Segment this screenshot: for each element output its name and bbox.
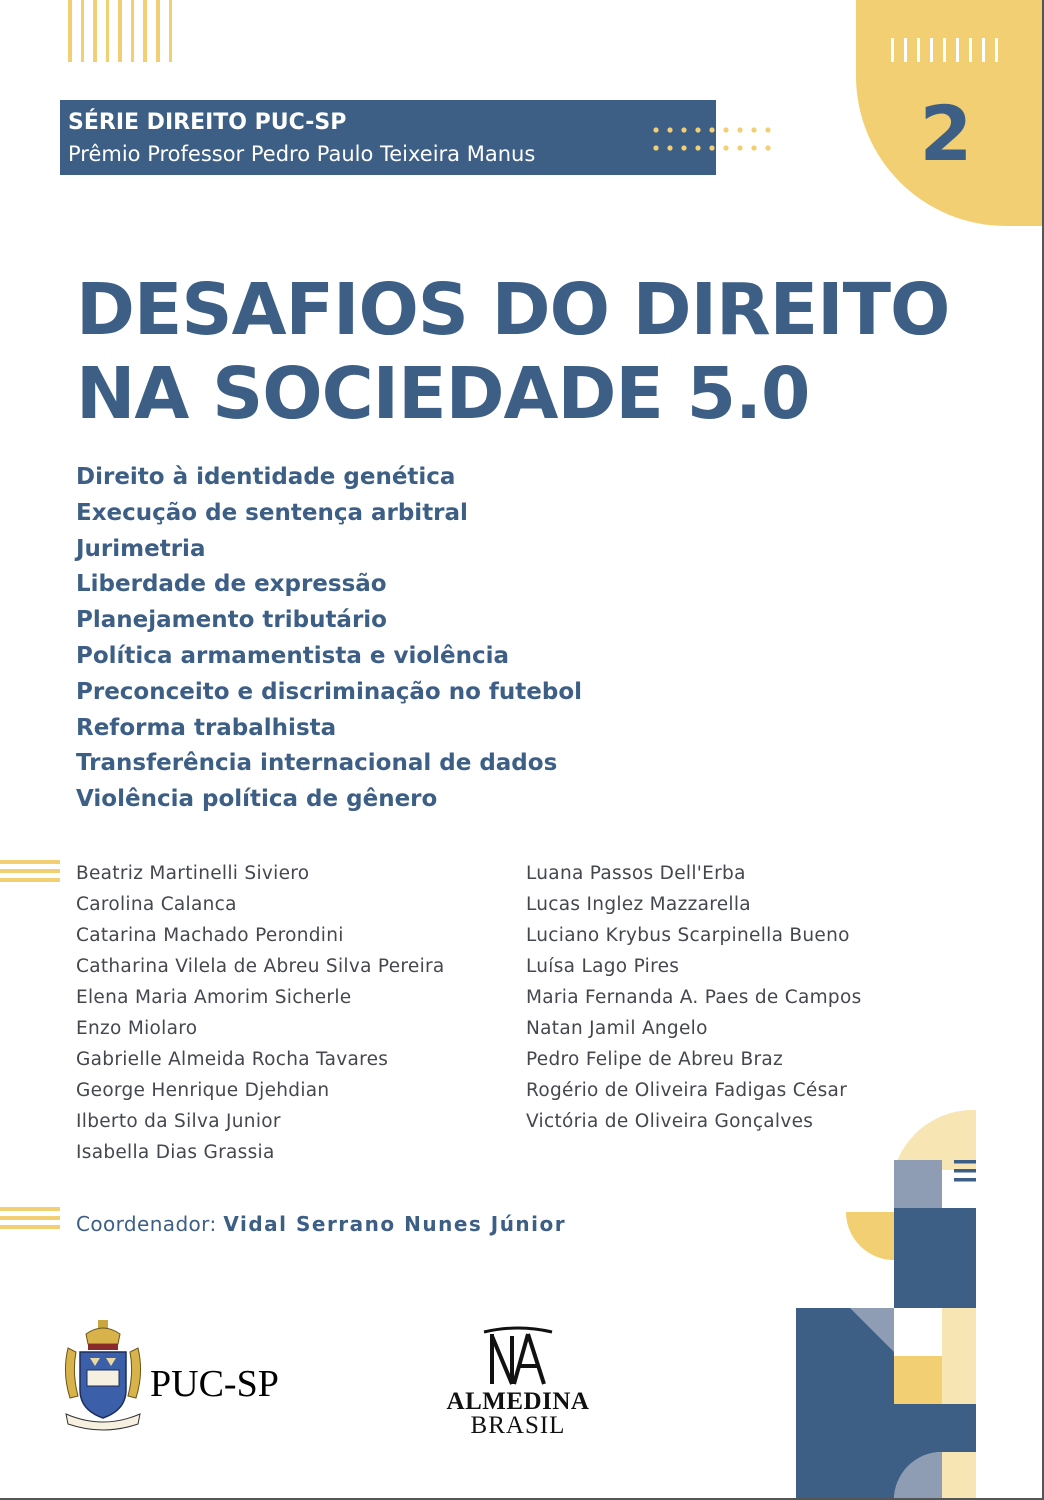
author-name: Beatriz Martinelli Siviero: [76, 863, 310, 884]
author-name: Victória de Oliveira Gonçalves: [526, 1111, 814, 1132]
author-name: Maria Fernanda A. Paes de Campos: [526, 987, 862, 1008]
title-line-2: NA SOCIEDADE 5.0: [76, 352, 810, 435]
author-name: Luísa Lago Pires: [526, 956, 680, 977]
topic-item: Direito à identidade genética: [76, 464, 456, 490]
topic-item: Liberdade de expressão: [76, 571, 387, 598]
author-name: Elena Maria Amorim Sicherle: [76, 987, 352, 1008]
topics-list: [76, 460, 776, 818]
author-name: Luciano Krybus Scarpinella Bueno: [526, 925, 850, 946]
series-award: Prêmio Professor Pedro Paulo Teixeira Manus: [68, 142, 536, 166]
puc-sp-wordmark: PUC-SP: [150, 1363, 279, 1405]
author-name: Catharina Vilela de Abreu Silva Pereira: [76, 956, 445, 977]
series-name: SÉRIE DIREITO PUC-SP: [68, 110, 347, 135]
title-line-1: DESAFIOS DO DIREITO: [76, 268, 950, 351]
author-name: Natan Jamil Angelo: [526, 1018, 708, 1039]
decorative-lines-coordinator: [0, 1207, 60, 1234]
almedina-logo: [440, 1326, 596, 1440]
decorative-vertical-stripes: [68, 0, 172, 62]
coordinator-line: [76, 1212, 566, 1236]
author-name: Lucas Inglez Mazzarella: [526, 894, 751, 915]
author-name: Carolina Calanca: [76, 894, 237, 915]
decorative-lines-authors: [0, 860, 60, 887]
author-name: George Henrique Djehdian: [76, 1080, 330, 1101]
coordinator-label: Coordenador:: [76, 1212, 217, 1236]
topic-item: Transferência internacional de dados: [76, 750, 558, 777]
authors-list-right: [526, 858, 966, 1137]
coordinator-name: Vidal Serrano Nunes Júnior: [223, 1212, 567, 1236]
author-name: Ilberto da Silva Junior: [76, 1111, 281, 1132]
topic-item: Planejamento tributário: [76, 607, 387, 634]
series-banner: [60, 100, 716, 175]
topic-item: Violência política de gênero: [76, 786, 438, 813]
almedina-name: ALMEDINA: [446, 1388, 590, 1415]
topic-item: Preconceito e discriminação no futebol: [76, 678, 583, 705]
topic-item: Execução de sentença arbitral: [76, 499, 468, 526]
volume-number: 2: [919, 89, 973, 178]
author-name: Pedro Felipe de Abreu Braz: [526, 1049, 784, 1070]
topic-item: Reforma trabalhista: [76, 714, 337, 741]
topic-item: Política armamentista e violência: [76, 642, 510, 669]
author-name: Enzo Miolaro: [76, 1018, 198, 1039]
author-name: Rogério de Oliveira Fadigas César: [526, 1080, 848, 1101]
topic-item: Jurimetria: [76, 535, 206, 562]
authors-list-left: [76, 858, 516, 1168]
almedina-monogram-icon: [478, 1326, 558, 1388]
almedina-sub: BRASIL: [470, 1412, 566, 1439]
author-name: Catarina Machado Perondini: [76, 925, 344, 946]
author-name: Isabella Dias Grassia: [76, 1142, 275, 1163]
decorative-dot-grid: [652, 126, 782, 154]
author-name: Luana Passos Dell'Erba: [526, 863, 746, 884]
decorative-geometric-art: [790, 1110, 1044, 1500]
badge-barcode-stripes: [891, 38, 998, 62]
author-name: Gabrielle Almeida Rocha Tavares: [76, 1049, 389, 1070]
book-title: [76, 268, 976, 436]
puc-sp-crest-icon: [60, 1318, 146, 1434]
